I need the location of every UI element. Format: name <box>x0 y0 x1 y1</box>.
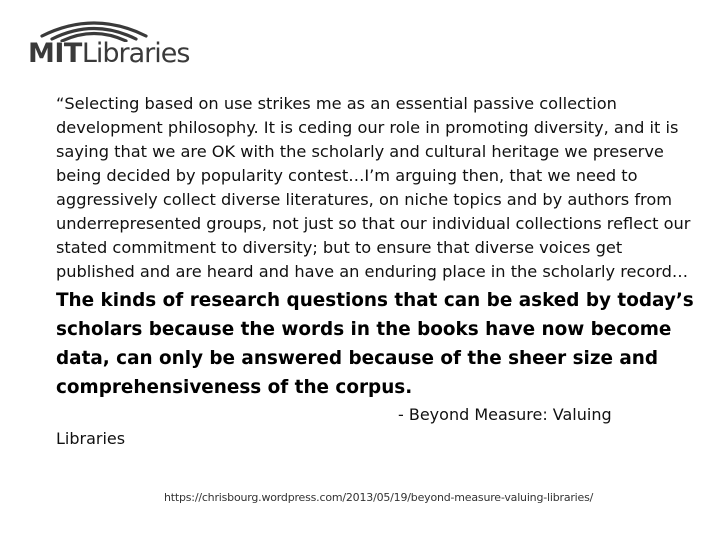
mit-libraries-logo <box>28 14 190 72</box>
source-url: https://chrisbourg.wordpress.com/2013/05/19/beyond-measure-valuing-libraries/ <box>164 491 594 504</box>
emphasis-text: The kinds of research questions that can be asked by today’s scholars because the words in the books have now become data, can only be answered because of the sheer size and comprehensiveness of the corpus. <box>56 290 694 398</box>
logo-wordmark <box>28 40 189 67</box>
attribution-line-1: - Beyond Measure: Valuing <box>398 405 612 424</box>
logo-brand: MIT <box>28 38 82 69</box>
logo-name: Libraries <box>81 38 190 69</box>
attribution-line-2: Libraries <box>56 429 126 448</box>
quote-text: “Selecting based on use strikes me as an essential passive collection development philosophy. It is ceding our role in promoting diversity, and it is saying that we are OK with the scholarly and cultural heritage we preserve being decided by popularity contest…I’m arguing then, that we need to aggressively collect diverse literatures, on niche topics and by authors from underrepresented groups, not just so that our individual collections reflect our stated commitment to diversity; but to ensure that diverse voices get published and are heard and have an enduring place in the scholarly record… <box>56 94 691 281</box>
